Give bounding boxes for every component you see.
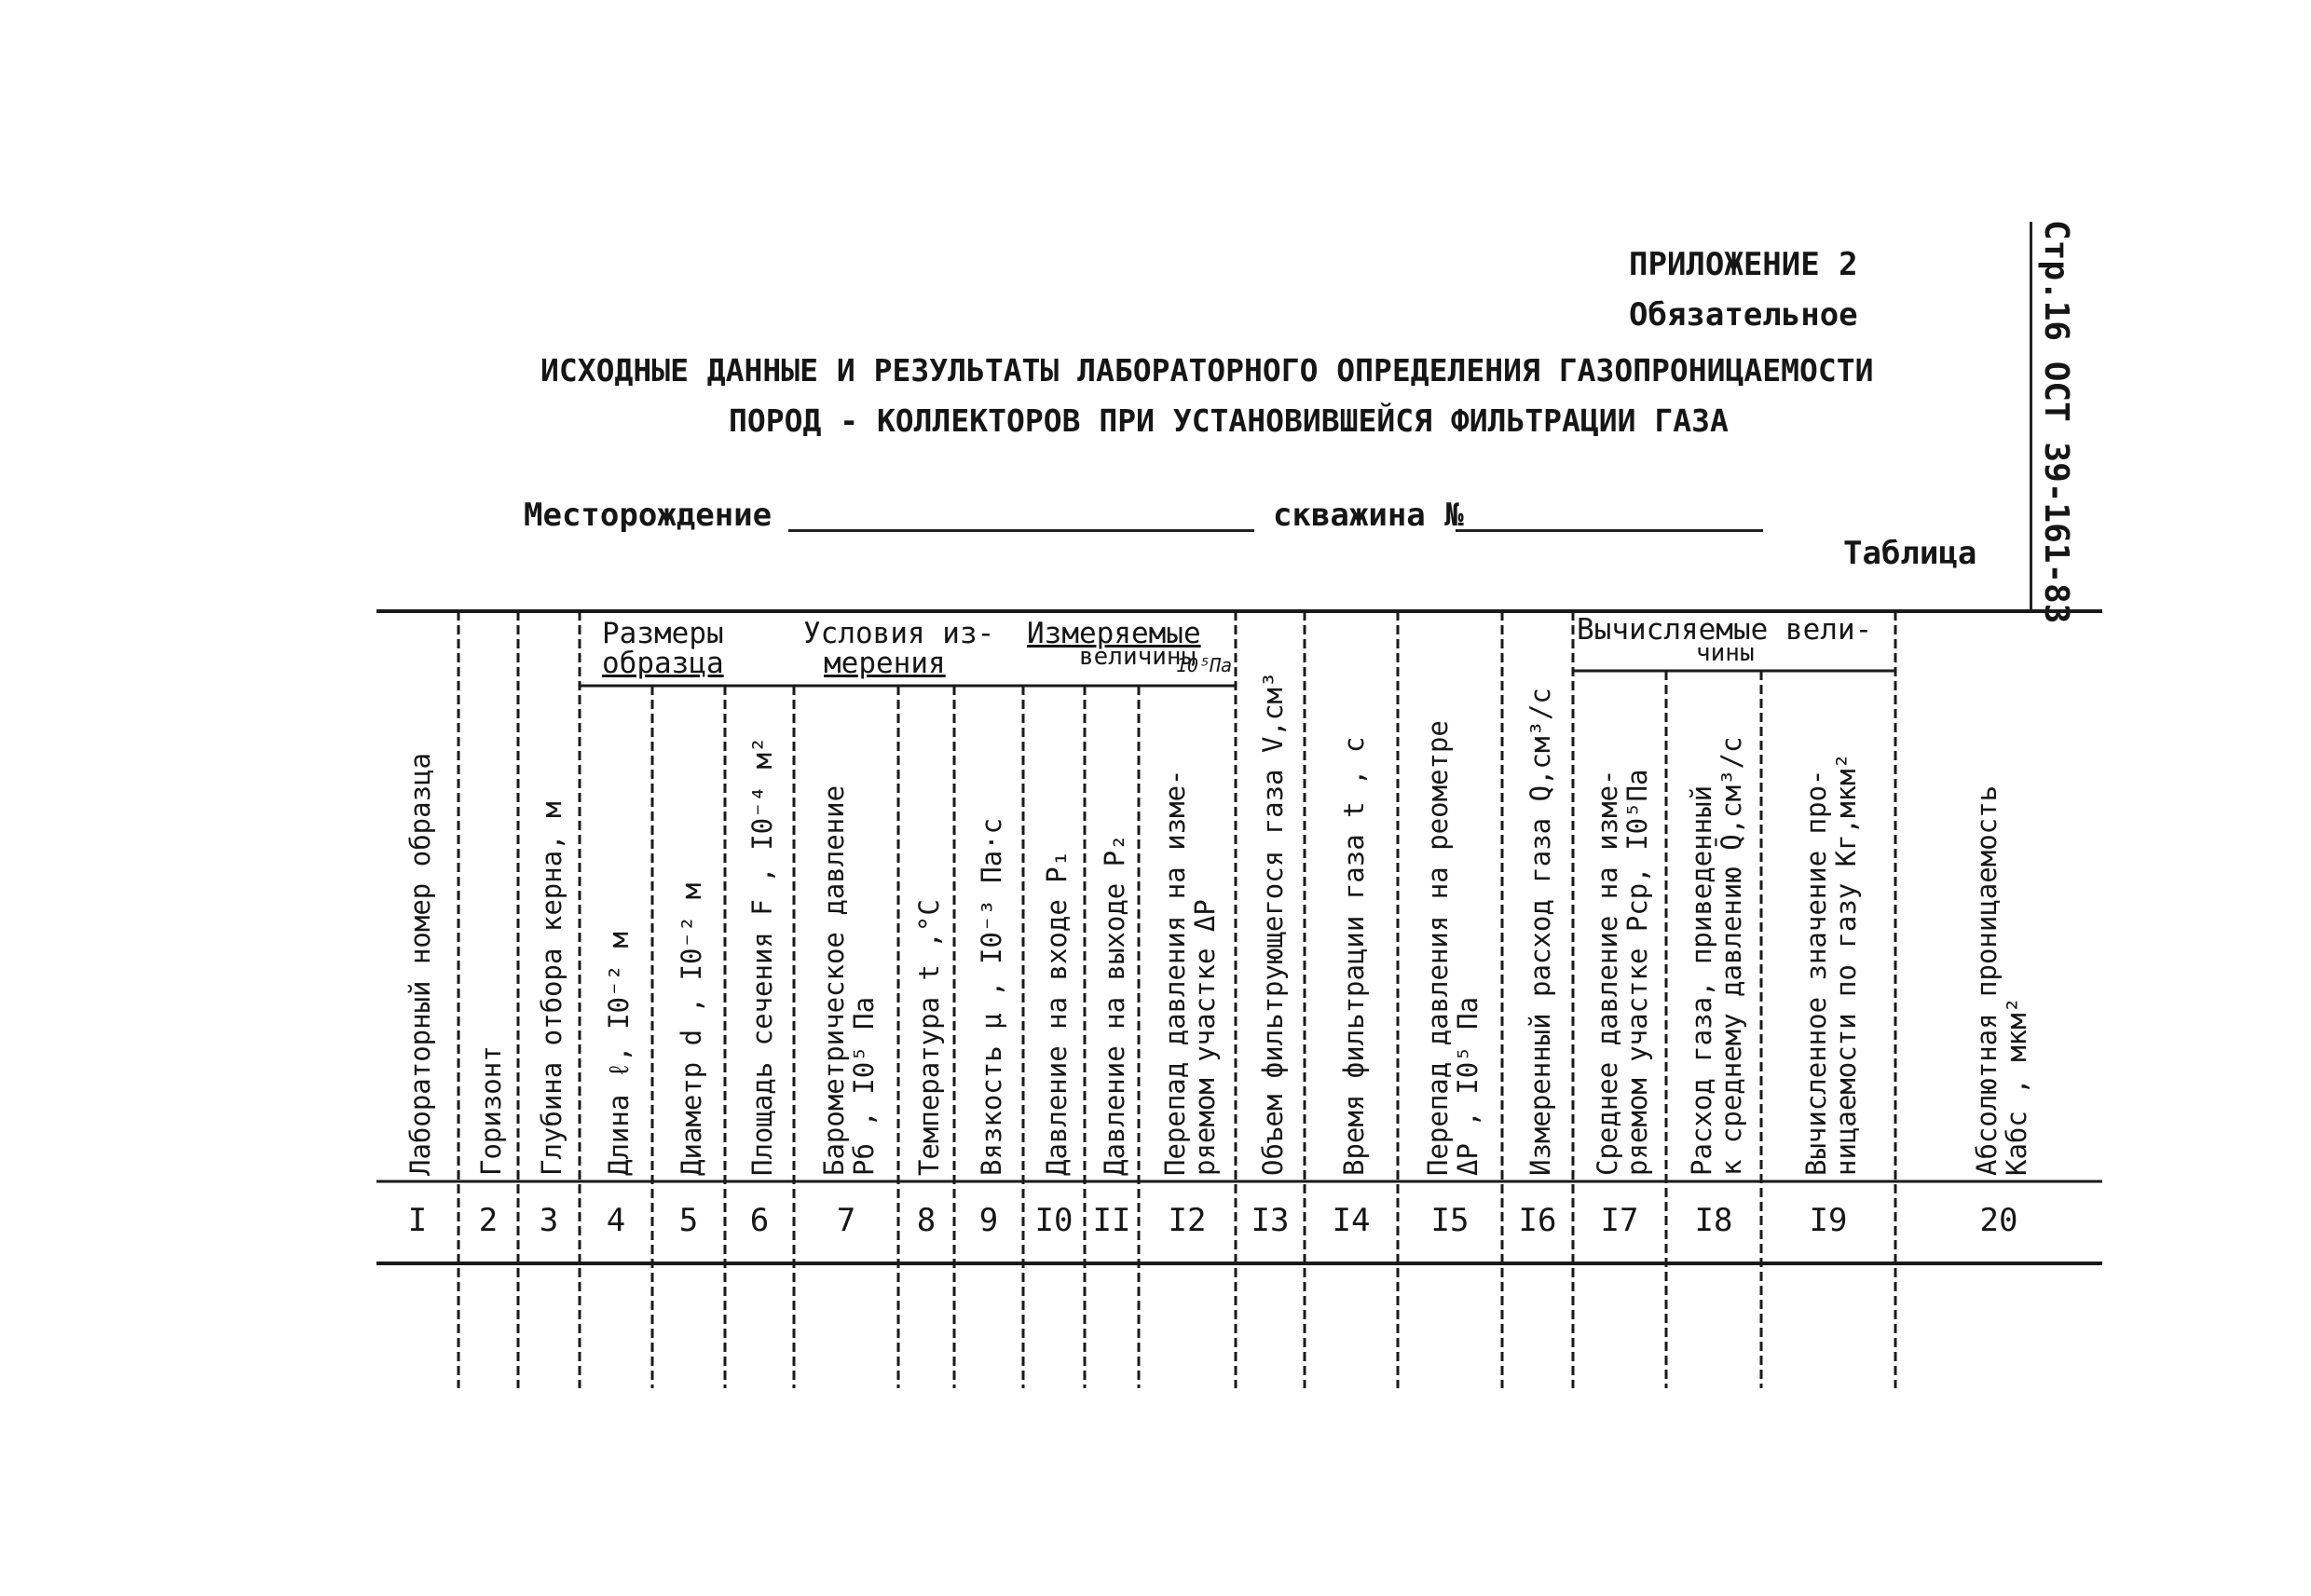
column-header-18-line2: к среднему давлению Q̄,см³/с <box>1716 736 1747 1176</box>
side-stamp: Стр.16 ОСТ 39-161-83 <box>2037 220 2075 624</box>
group-measured <box>1027 617 1201 671</box>
group-computed-line2: чины <box>1696 639 1755 667</box>
title-line-1: ИСХОДНЫЕ ДАННЫЕ И РЕЗУЛЬТАТЫ ЛАБОРАТОРНОГО ОПРЕДЕЛЕНИЯ ГАЗОПРОНИЦАЕМОСТИ <box>540 352 1874 389</box>
group-conditions <box>803 619 994 678</box>
column-number-7: 7 <box>836 1202 856 1239</box>
column-number-16: I6 <box>1518 1202 1557 1239</box>
group-computed <box>1577 613 1873 667</box>
column-header-15-line2: ΔP , I0⁵ Па <box>1452 996 1484 1176</box>
column-header-15-line1: Перепад давления на реометре <box>1422 720 1454 1176</box>
column-header-9: Вязкость μ , I0⁻³ Па·с <box>976 817 1007 1176</box>
title-line-2: ПОРОД - КОЛЛЕКТОРОВ ПРИ УСТАНОВИВШЕЙСЯ ФИЛЬТРАЦИИ ГАЗА <box>729 402 1729 439</box>
column-number-8: 8 <box>916 1202 937 1239</box>
column-number-3: 3 <box>539 1202 559 1239</box>
group-computed-line1: Вычисляемые вели- <box>1577 613 1873 647</box>
group-measured-line1: Измеряемые <box>1027 617 1201 650</box>
column-header-7-line2: Pб , I0⁵ Па <box>848 996 880 1176</box>
column-number-2: 2 <box>478 1202 499 1239</box>
column-header-17-line2: ряемом участке Pср, I0⁵Па <box>1621 769 1653 1176</box>
group-conditions-line1: Условия из- <box>803 617 995 650</box>
column-header-11: Давление на выходе P₂ <box>1099 834 1130 1176</box>
column-header-12-line2: ряемом участке ΔP <box>1189 899 1221 1176</box>
appendix-label: ПРИЛОЖЕНИЕ 2 <box>1629 246 1858 283</box>
column-number-1: I <box>407 1202 428 1239</box>
column-header-17-line1: Среднее давление на изме- <box>1592 769 1623 1176</box>
column-number-20: 20 <box>1979 1202 2018 1239</box>
column-header-10: Давление на входе P₁ <box>1041 850 1073 1176</box>
appendix-status: Обязательное <box>1629 296 1858 334</box>
group-sample-size-line2: образца <box>602 647 724 680</box>
column-number-5: 5 <box>678 1202 699 1239</box>
column-header-20-line2: Kабс , мкм² <box>2001 996 2032 1176</box>
column-number-10: I0 <box>1034 1202 1073 1239</box>
column-header-20-line1: Абсолютная проницаемость <box>1971 784 2003 1176</box>
column-number-6: 6 <box>749 1202 770 1239</box>
column-number-4: 4 <box>606 1202 626 1239</box>
group-sample-size-line1: Размеры <box>602 617 724 650</box>
table-label: Таблица <box>1843 535 1977 572</box>
column-header-14: Время фильтрации газа t , с <box>1338 736 1370 1176</box>
group-conditions-line2: мерения <box>824 647 946 680</box>
column-header-5: Диаметр d , I0⁻² м <box>676 882 707 1176</box>
column-number-13: I3 <box>1251 1202 1290 1239</box>
group-sample-size <box>602 619 724 678</box>
group-measured-unit: 10⁵Па <box>1176 654 1233 676</box>
column-header-4: Длина ℓ, I0⁻² м <box>603 932 635 1176</box>
column-header-16: Измеренный расход газа Q,см³/с <box>1525 688 1556 1176</box>
column-header-19-line1: Вычисленное значение про- <box>1800 769 1832 1176</box>
column-header-12-line1: Перепад давления на изме- <box>1159 769 1191 1176</box>
column-header-2: Горизонт <box>475 1045 507 1176</box>
column-number-15: I5 <box>1430 1202 1470 1239</box>
column-number-19: I9 <box>1809 1202 1848 1239</box>
column-number-12: I2 <box>1168 1202 1207 1239</box>
column-header-3: Глубина отбора керна, м <box>536 801 567 1176</box>
column-number-9: 9 <box>978 1202 999 1239</box>
column-header-8: Температура t ,°C <box>913 899 945 1176</box>
column-number-17: I7 <box>1600 1202 1639 1239</box>
column-number-11: II <box>1092 1202 1131 1239</box>
column-number-14: I4 <box>1332 1202 1371 1239</box>
deposit-label: Месторождение <box>524 497 773 534</box>
column-header-13: Объем фильтрующегося газа V,см³ <box>1257 671 1289 1176</box>
column-header-1: Лабораторный номер образца <box>404 753 436 1176</box>
column-header-19-line2: ницаемости по газу Kг,мкм² <box>1830 753 1862 1176</box>
column-number-18: I8 <box>1694 1202 1733 1239</box>
group-measured-line2: величины <box>1079 643 1197 671</box>
column-header-7-line1: Барометрическое давление <box>818 784 850 1176</box>
well-label: скважина № <box>1273 497 1464 534</box>
column-header-18-line1: Расход газа, приведенный <box>1686 784 1717 1176</box>
column-header-6: Площадь сечения F , I0⁻⁴ м² <box>746 736 778 1176</box>
